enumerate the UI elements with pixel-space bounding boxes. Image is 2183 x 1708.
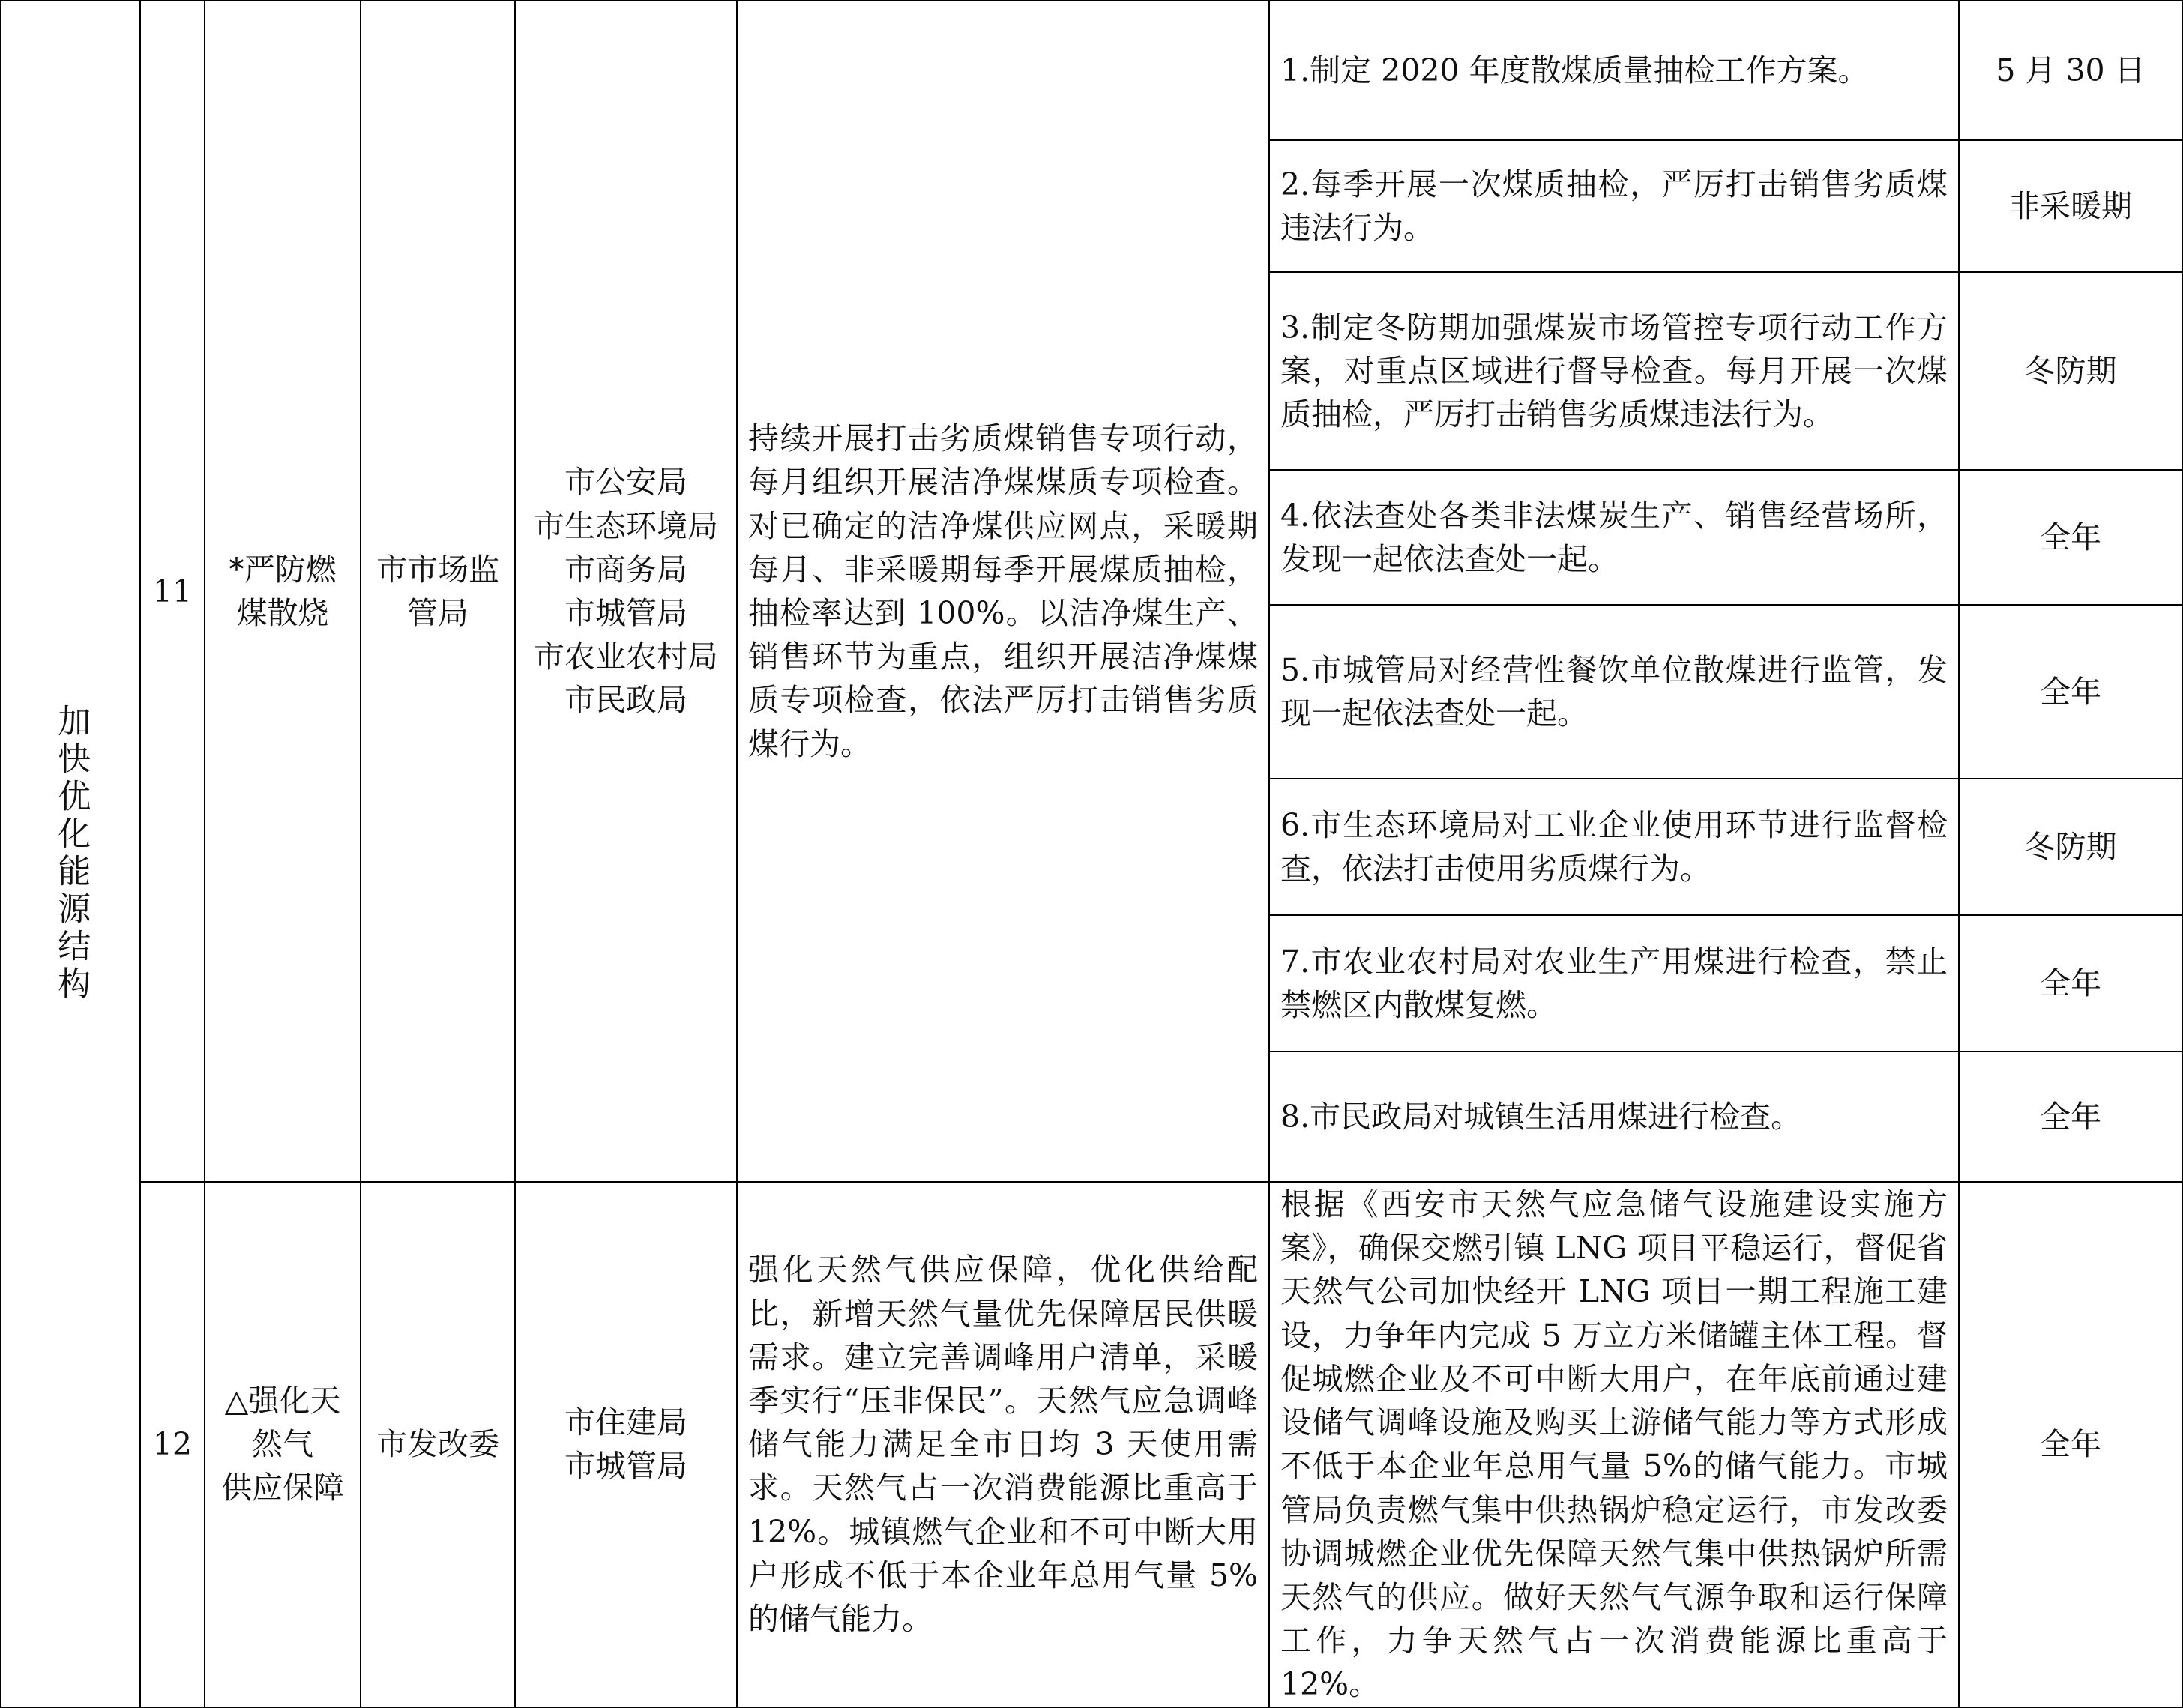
cooperating-departments: 市住建局 市城管局 (515, 1182, 737, 1707)
measure-deadline: 非采暖期 (1959, 140, 2182, 272)
measure-deadline: 全年 (1959, 1182, 2182, 1707)
task-content: 持续开展打击劣质煤销售专项行动，每月组织开展洁净煤煤质专项检查。对已确定的洁净煤供应网点，采暖期每月、非采暖期每季开展煤质抽检，抽检率达到 100%。以洁净煤生产、销售环节为重点，组织开展洁净煤煤质专项检查，依法严厉打击销售劣质煤行为。 (737, 1, 1269, 1182)
measure-deadline: 全年 (1959, 605, 2182, 779)
measure-deadline: 全年 (1959, 915, 2182, 1051)
lead-department: 市发改委 (361, 1182, 515, 1707)
task-name: △强化天 然气 供应保障 (205, 1182, 361, 1707)
measure-text: 8.市民政局对城镇生活用煤进行检查。 (1269, 1051, 1959, 1182)
measure-text: 1.制定 2020 年度散煤质量抽检工作方案。 (1269, 1, 1959, 140)
measure-text: 根据《西安市天然气应急储气设施建设实施方案》，确保交燃引镇 LNG 项目平稳运行，督促省天然气公司加快经开 LNG 项目一期工程施工建设，力争年内完成 5 万立方米储罐主体工程。督促城燃企业及不可中断大用户，在年底前通过建设储气调峰设施及购买上游储气能力等方式形成不低于本企业年总用气量 5%的储气能力。市城管局负责燃气集中供热锅炉稳定运行，市发改委协调城燃企业优先保障天然气集中供热锅炉所需天然气的供应。做好天然气气源争取和运行保障工作，力争天然气占一次消费能源比重高于 12%。 (1269, 1182, 1959, 1707)
category-label: 加快优化能源结构 (52, 704, 91, 1004)
measure-deadline: 冬防期 (1959, 272, 2182, 470)
measure-text: 6.市生态环境局对工业企业使用环节进行监督检查，依法打击使用劣质煤行为。 (1269, 779, 1959, 915)
measure-deadline: 5 月 30 日 (1959, 1, 2182, 140)
task-content: 强化天然气供应保障，优化供给配比，新增天然气量优先保障居民供暖需求。建立完善调峰用户清单，采暖季实行“压非保民”。天然气应急调峰储气能力满足全市日均 3 天使用需求。天然气占一次消费能源比重高于 12%。城镇燃气企业和不可中断大用户形成不低于本企业年总用气量 5%的储气能力。 (737, 1182, 1269, 1707)
measure-deadline: 全年 (1959, 470, 2182, 605)
measure-deadline: 全年 (1959, 1051, 2182, 1182)
task-name: *严防燃 煤散烧 (205, 1, 361, 1182)
lead-department: 市市场监 管局 (361, 1, 515, 1182)
row-number: 11 (140, 1, 205, 1182)
category-cell (1, 1, 140, 1707)
cooperating-departments: 市公安局 市生态环境局 市商务局 市城管局 市农业农村局 市民政局 (515, 1, 737, 1182)
measure-text: 7.市农业农村局对农业生产用煤进行检查，禁止禁燃区内散煤复燃。 (1269, 915, 1959, 1051)
measure-text: 4.依法查处各类非法煤炭生产、销售经营场所，发现一起依法查处一起。 (1269, 470, 1959, 605)
measure-deadline: 冬防期 (1959, 779, 2182, 915)
measure-text: 5.市城管局对经营性餐饮单位散煤进行监管，发现一起依法查处一起。 (1269, 605, 1959, 779)
measure-text: 2.每季开展一次煤质抽检，严厉打击销售劣质煤违法行为。 (1269, 140, 1959, 272)
row-number: 12 (140, 1182, 205, 1707)
measure-text: 3.制定冬防期加强煤炭市场管控专项行动工作方案，对重点区域进行督导检查。每月开展一次煤质抽检，严厉打击销售劣质煤违法行为。 (1269, 272, 1959, 470)
